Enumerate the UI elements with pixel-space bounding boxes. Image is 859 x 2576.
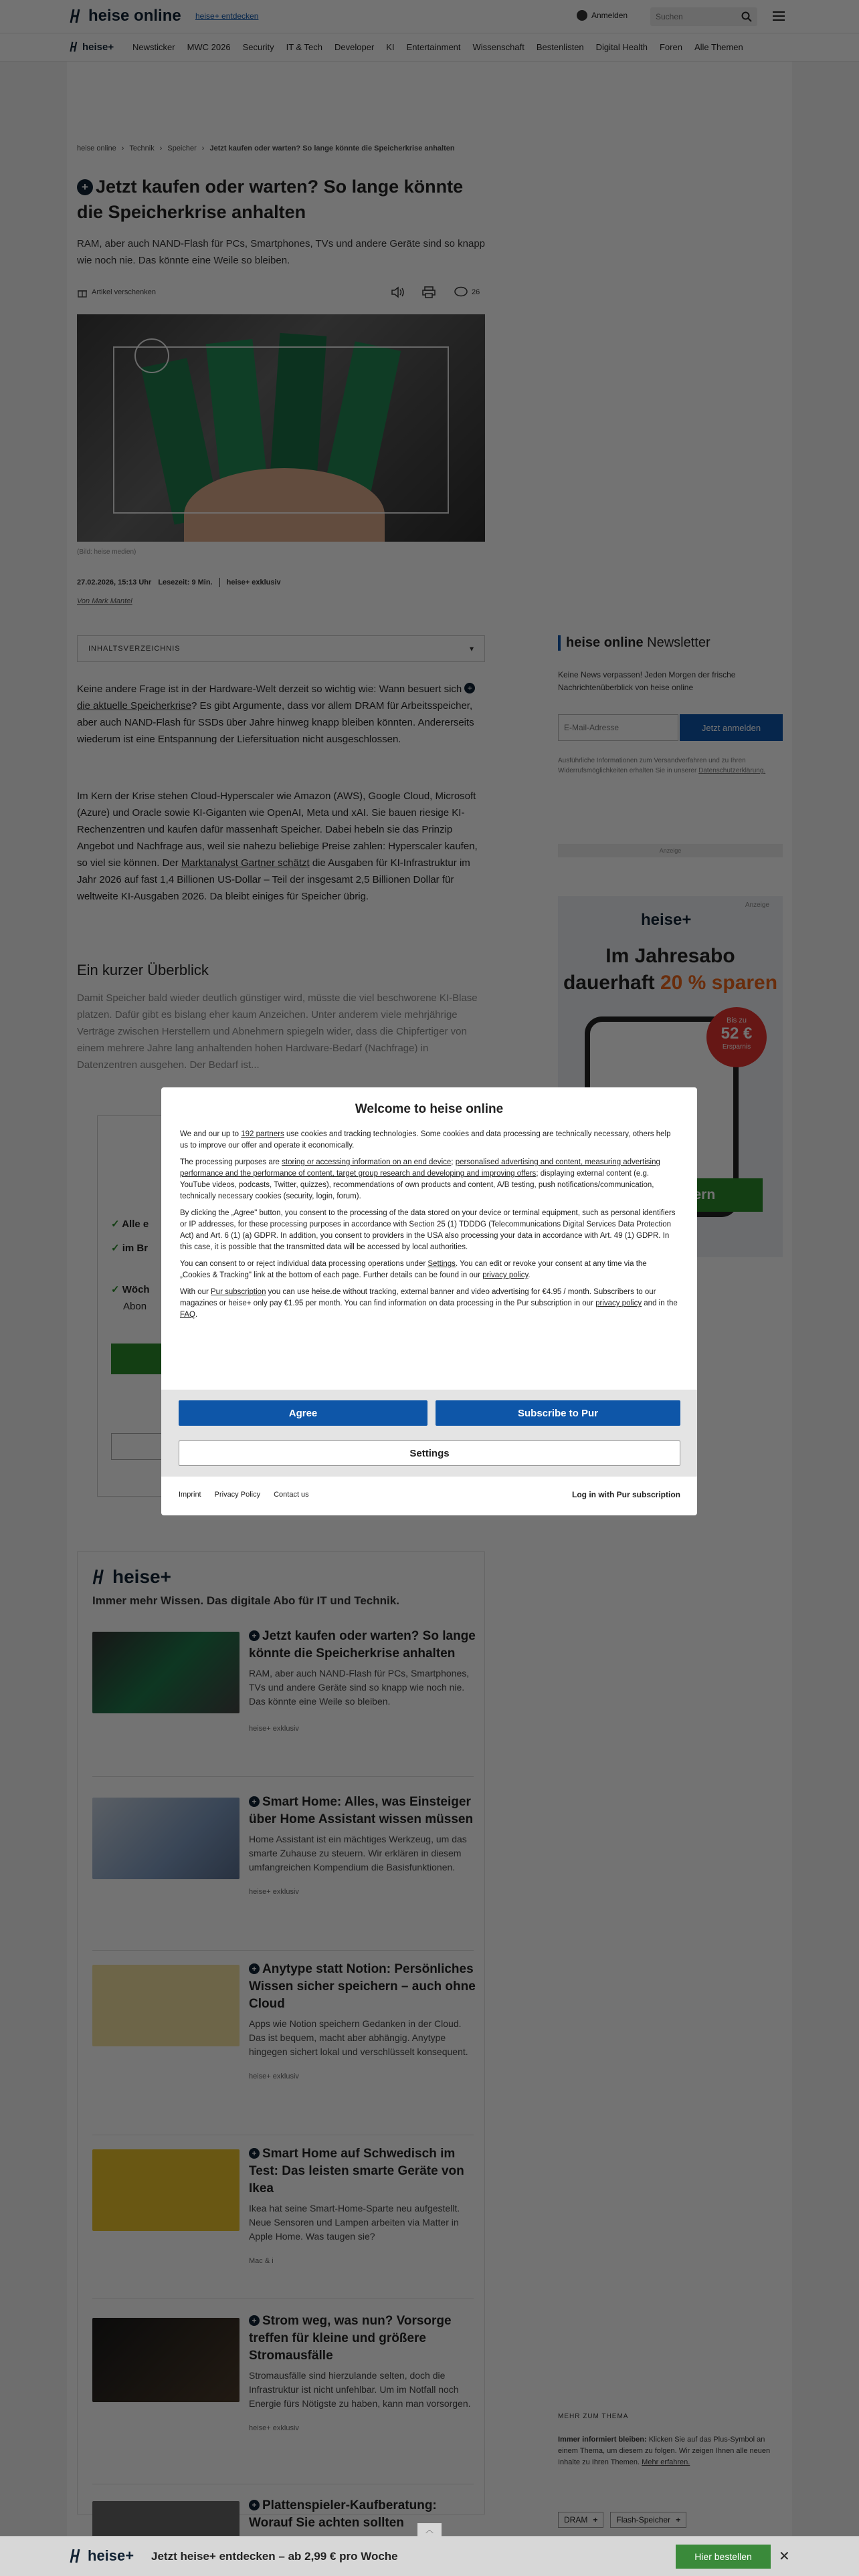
consent-text: ; bbox=[451, 1158, 456, 1166]
consent-paragraph-4 bbox=[180, 1259, 678, 1281]
imprint-link[interactable]: Imprint bbox=[179, 1491, 201, 1499]
consent-footer bbox=[179, 1490, 680, 1499]
consent-text: ; displaying external content (e.g. YouTube videos, podcasts, Twitter, quizzes), recommendations of own products and content, A/B testing, push notifications/communication, technically necessary cookies (security, login, forum). bbox=[180, 1170, 654, 1200]
promo-logo-text: heise+ bbox=[88, 2547, 134, 2564]
settings-button[interactable]: Settings bbox=[179, 1440, 680, 1466]
consent-text: The processing purposes are bbox=[180, 1158, 282, 1166]
promo-order-button[interactable]: Hier bestellen bbox=[676, 2545, 771, 2569]
consent-button-area bbox=[161, 1390, 697, 1477]
consent-title: Welcome to heise online bbox=[355, 1102, 504, 1116]
heise-slash-icon bbox=[70, 2548, 84, 2564]
consent-text: . bbox=[528, 1271, 531, 1279]
privacy-link[interactable]: Privacy Policy bbox=[214, 1491, 261, 1499]
bottom-promo-bar bbox=[0, 2525, 859, 2576]
settings-link[interactable]: Settings bbox=[427, 1260, 456, 1268]
consent-text: We and our up to bbox=[180, 1130, 242, 1138]
privacy-policy-link[interactable]: privacy policy bbox=[595, 1299, 642, 1307]
consent-text: . bbox=[195, 1311, 198, 1319]
scroll-up-chevron-icon[interactable]: ︿ bbox=[417, 2523, 442, 2537]
faq-link[interactable]: FAQ bbox=[180, 1311, 196, 1319]
pur-subscription-link[interactable]: Pur subscription bbox=[211, 1288, 266, 1296]
consent-text: . You can edit or revoke your consent at any time via the „Cookies & Tracking" link at the bottom of each page. Further details can be found in our bbox=[180, 1260, 647, 1279]
close-icon[interactable]: ✕ bbox=[779, 2549, 790, 2564]
consent-text: With our bbox=[180, 1288, 211, 1296]
consent-modal bbox=[161, 1087, 697, 1515]
subscribe-pur-button[interactable]: Subscribe to Pur bbox=[436, 1400, 680, 1426]
consent-paragraph-3: By clicking the „Agree" button, you consent to the processing of the data stored on your device or terminal equipment, such as personal identifiers or IP addresses, for these processing purposes in accordance with Section 25 (1) TDDDG (Telecommunications Digital Services Data Protection Act) and Art. 6 (1) (a) GDPR. In addition, you consent to providers in the USA also processing your data in accordance with Art. 49 (1) GDPR. In this case, it is possible that the transmitted data will be accessed by local authorities. bbox=[180, 1209, 676, 1251]
promo-logo bbox=[70, 2547, 134, 2565]
consent-text: you can use heise.de without tracking, external banner and video advertising for €4.95 / month. Subscribers to our magazines or heise+ only pay €1.95 per month. You can find information on data processing in the Pur subscription in our bbox=[180, 1288, 656, 1307]
promo-text: Jetzt heise+ entdecken – ab 2,99 € pro Woche bbox=[151, 2550, 398, 2563]
consent-text: You can consent to or reject individual data processing operations under bbox=[180, 1260, 428, 1268]
consent-text: use cookies and tracking technologies. Some cookies and data processing are technically necessary, others help us to improve our offer and operate it economically. bbox=[180, 1130, 671, 1150]
login-pur-link[interactable]: Log in with Pur subscription bbox=[572, 1490, 680, 1499]
partners-link[interactable]: 192 partners bbox=[241, 1130, 284, 1138]
privacy-policy-link[interactable]: privacy policy bbox=[482, 1271, 529, 1279]
consent-paragraph-2 bbox=[180, 1157, 678, 1202]
purpose-link[interactable]: personalised advertising and content, measuring advertising performance and the performance of content, target group research and developing and improving offers bbox=[180, 1158, 660, 1178]
purpose-link[interactable]: storing or accessing information on an end device bbox=[282, 1158, 452, 1166]
consent-paragraph-1 bbox=[180, 1129, 678, 1152]
agree-button[interactable]: Agree bbox=[179, 1400, 427, 1426]
consent-paragraph-5 bbox=[180, 1287, 678, 1321]
consent-text: and in the bbox=[642, 1299, 678, 1307]
contact-link[interactable]: Contact us bbox=[274, 1491, 309, 1499]
